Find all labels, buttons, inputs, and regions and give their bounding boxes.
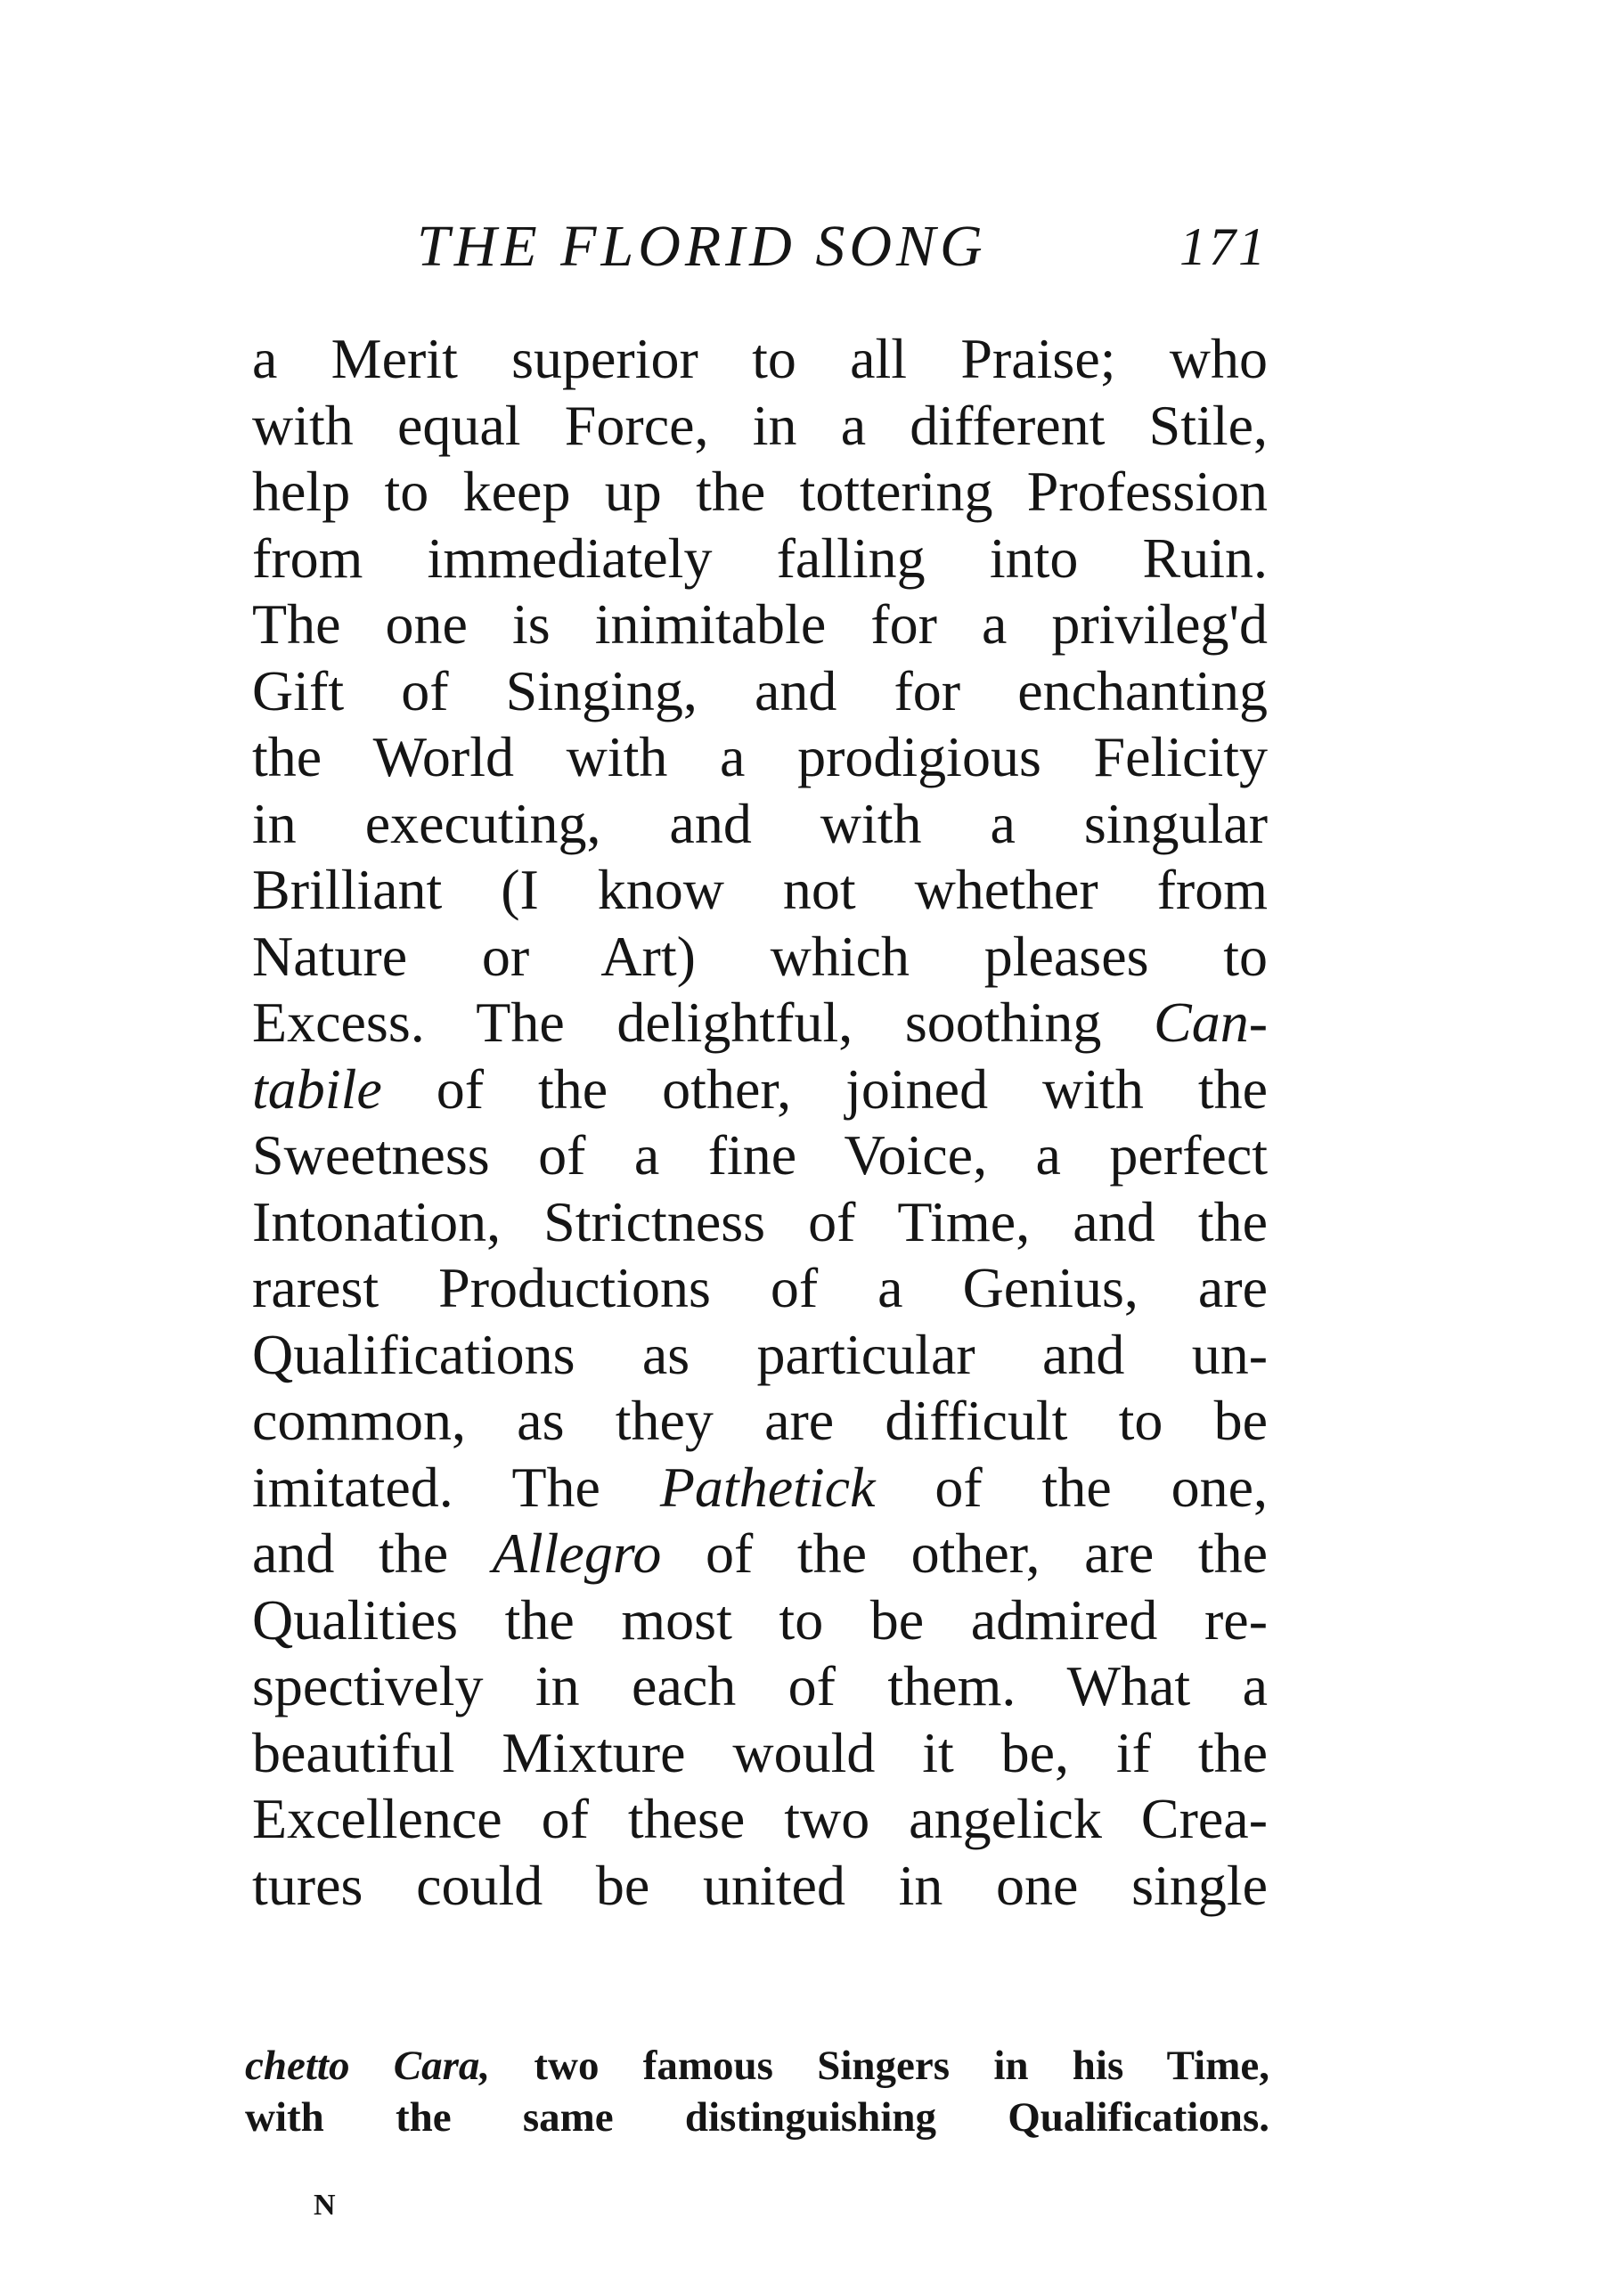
text-line [252, 591, 1268, 658]
running-title: THE FLORID SONG [417, 214, 987, 279]
line-text: spectively in each of them. What a [252, 1654, 1268, 1717]
line-text: from immediately falling into Ruin. [252, 526, 1268, 590]
footnote-text: two famous Singers in his Time, [490, 2043, 1269, 2089]
footnote-line [245, 2040, 1269, 2092]
text-line [252, 1189, 1268, 1256]
text-line [252, 1122, 1268, 1189]
line-text: with equal Force, in a different Stile, [252, 393, 1268, 457]
line-text: imitated. The [252, 1455, 660, 1519]
page-number: 171 [1179, 217, 1268, 276]
line-text: rarest Productions of a Genius, are [252, 1256, 1268, 1319]
line-text: Excellence of these two angelick Crea- [252, 1787, 1268, 1850]
line-text: Excess. The delightful, soothing [252, 991, 1154, 1054]
text-line [252, 1388, 1268, 1455]
italic-text: Allegro [492, 1521, 662, 1585]
line-text: tures could be united in one single [252, 1853, 1268, 1917]
line-text: a Merit superior to all Praise; who [252, 327, 1268, 390]
text-line [252, 1720, 1268, 1787]
text-line [252, 1455, 1268, 1521]
line-text: of the other, are the [661, 1521, 1268, 1585]
line-text: Brilliant (I know not whether from [252, 858, 1268, 921]
text-line [252, 724, 1268, 791]
text-line [252, 459, 1268, 526]
running-head [252, 207, 1268, 287]
line-text: and the [252, 1521, 493, 1585]
text-line [252, 857, 1268, 924]
line-text: of the other, joined with the [381, 1056, 1268, 1121]
line-text: The one is inimitable for a privileg'd [252, 592, 1268, 656]
line-text: Intonation, Strictness of Time, and the [252, 1189, 1268, 1253]
line-text: Qualifications as particular and un- [252, 1322, 1268, 1386]
line-text: common, as they are difficult to be [252, 1389, 1268, 1452]
line-text: in executing, and with a singular [252, 791, 1268, 855]
text-line [252, 658, 1268, 725]
line-text: Sweetness of a fine Voice, a perfect [252, 1123, 1268, 1187]
text-line [252, 526, 1268, 592]
line-text: beautiful Mixture would it be, if the [252, 1720, 1268, 1784]
text-line [252, 924, 1268, 991]
body-text [252, 326, 1268, 1919]
line-text: Gift of Singing, and for enchanting [252, 658, 1268, 722]
line-text: help to keep up the tottering Profession [252, 460, 1268, 523]
footnote [245, 2040, 1269, 2143]
footnote-line [245, 2092, 1269, 2143]
text-line [252, 1587, 1268, 1654]
italic-text: Pathetick [659, 1455, 876, 1519]
footnote-text: with the same distinguishing Qualifications. [245, 2094, 1269, 2141]
text-line [252, 1322, 1268, 1389]
line-text: Nature or Art) which pleases to [252, 924, 1268, 988]
text-line [252, 1653, 1268, 1720]
text-line [252, 1255, 1268, 1322]
text-line [252, 990, 1268, 1056]
text-line [252, 1786, 1268, 1853]
line-text: Qualities the most to be admired re- [252, 1587, 1268, 1652]
text-line [252, 1521, 1268, 1587]
text-line [252, 1056, 1268, 1123]
signature-mark: N [314, 2189, 338, 2222]
text-line [252, 393, 1268, 460]
italic-text: Can- [1154, 991, 1268, 1054]
line-text: of the one, [875, 1455, 1268, 1519]
text-line [252, 1853, 1268, 1920]
italic-text: tabile [252, 1056, 382, 1121]
text-line [252, 326, 1268, 393]
text-line [252, 791, 1268, 858]
line-text: the World with a prodigious Felicity [252, 725, 1268, 788]
footnote-italic-text: chetto Cara, [245, 2043, 491, 2089]
